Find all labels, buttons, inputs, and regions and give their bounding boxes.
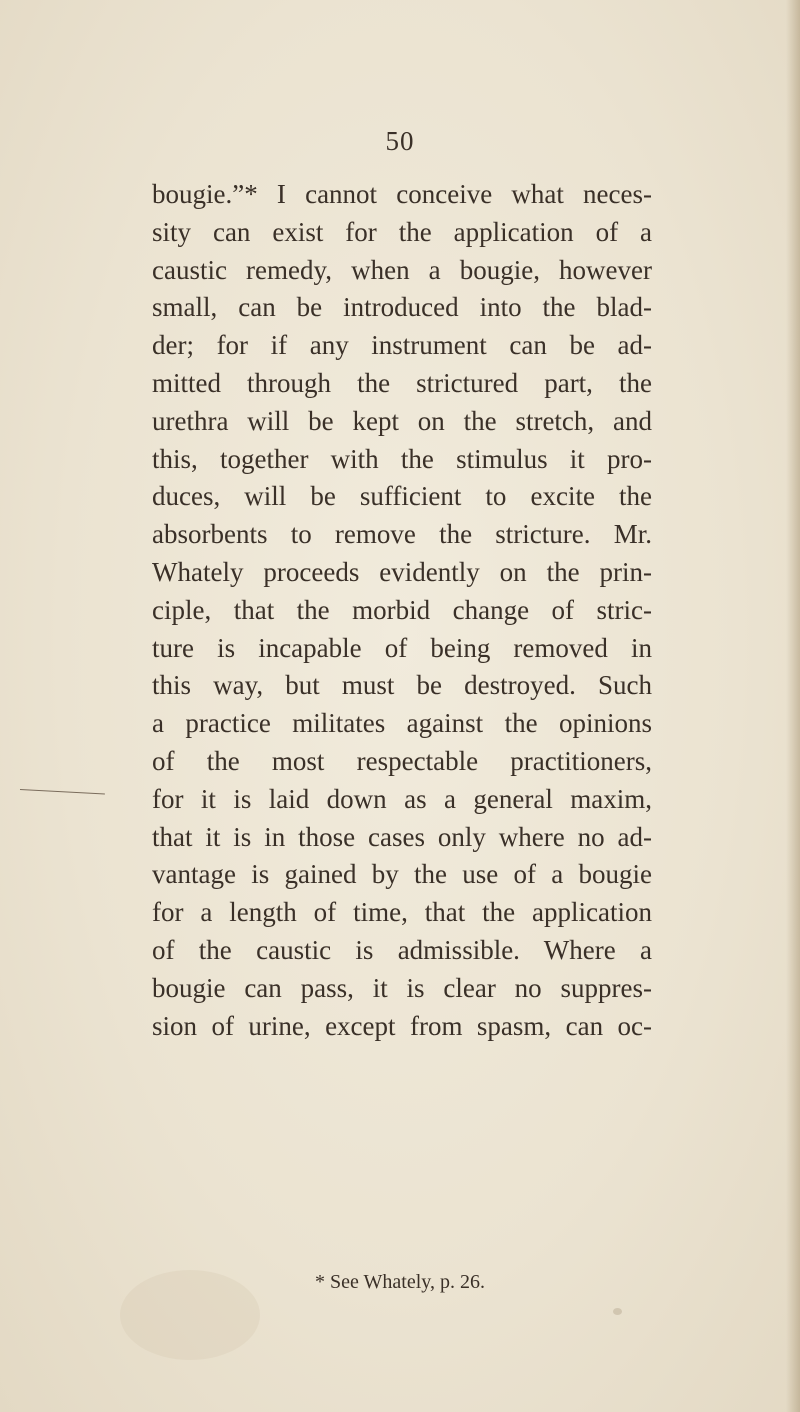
text-line: ciple, that the morbid change of stric-	[152, 594, 652, 625]
text-line: der; for if any instrument can be ad-	[152, 330, 652, 361]
body-text	[152, 176, 652, 1045]
text-line: mitted through the strictured part, the	[152, 367, 652, 398]
text-line: absorbents to remove the stricture. Mr.	[152, 519, 652, 550]
text-line: duces, will be sufficient to excite the	[152, 481, 652, 512]
text-line: caustic remedy, when a bougie, however	[152, 254, 652, 285]
margin-pencil-mark	[20, 789, 120, 801]
text-line: this, together with the stimulus it pro-	[152, 443, 652, 474]
text-line: bougie.”* I cannot conceive what neces-	[152, 179, 652, 209]
page-edge-shadow	[786, 0, 800, 1412]
text-line: sion of urine, except from spasm, can oc-	[152, 1010, 652, 1041]
foxing-spot	[120, 1270, 260, 1360]
text-line: vantage is gained by the use of a bougie	[152, 859, 652, 890]
text-line: this way, but must be destroyed. Such	[152, 670, 652, 701]
text-line: urethra will be kept on the stretch, and	[152, 405, 652, 436]
footnote: * See Whately, p. 26.	[315, 1271, 485, 1293]
text-line: sity can exist for the application of a	[152, 216, 652, 247]
text-line: for a length of time, that the application	[152, 897, 652, 928]
pencil-stroke	[20, 789, 105, 794]
text-line: of the most respectable practitioners,	[152, 745, 652, 776]
text-line: small, can be introduced into the blad-	[152, 292, 652, 323]
text-line: a practice militates against the opinions	[152, 708, 652, 739]
text-line: ture is incapable of being removed in	[152, 632, 652, 663]
text-line: that it is in those cases only where no ad-	[152, 821, 652, 852]
foxing-spot	[613, 1308, 622, 1315]
text-line: bougie can pass, it is clear no suppres-	[152, 972, 652, 1003]
text-line: for it is laid down as a general maxim,	[152, 783, 652, 814]
page-number: 50	[385, 126, 415, 156]
text-line: Whately proceeds evidently on the prin-	[152, 556, 652, 587]
text-line: of the caustic is admissible. Where a	[152, 934, 652, 965]
